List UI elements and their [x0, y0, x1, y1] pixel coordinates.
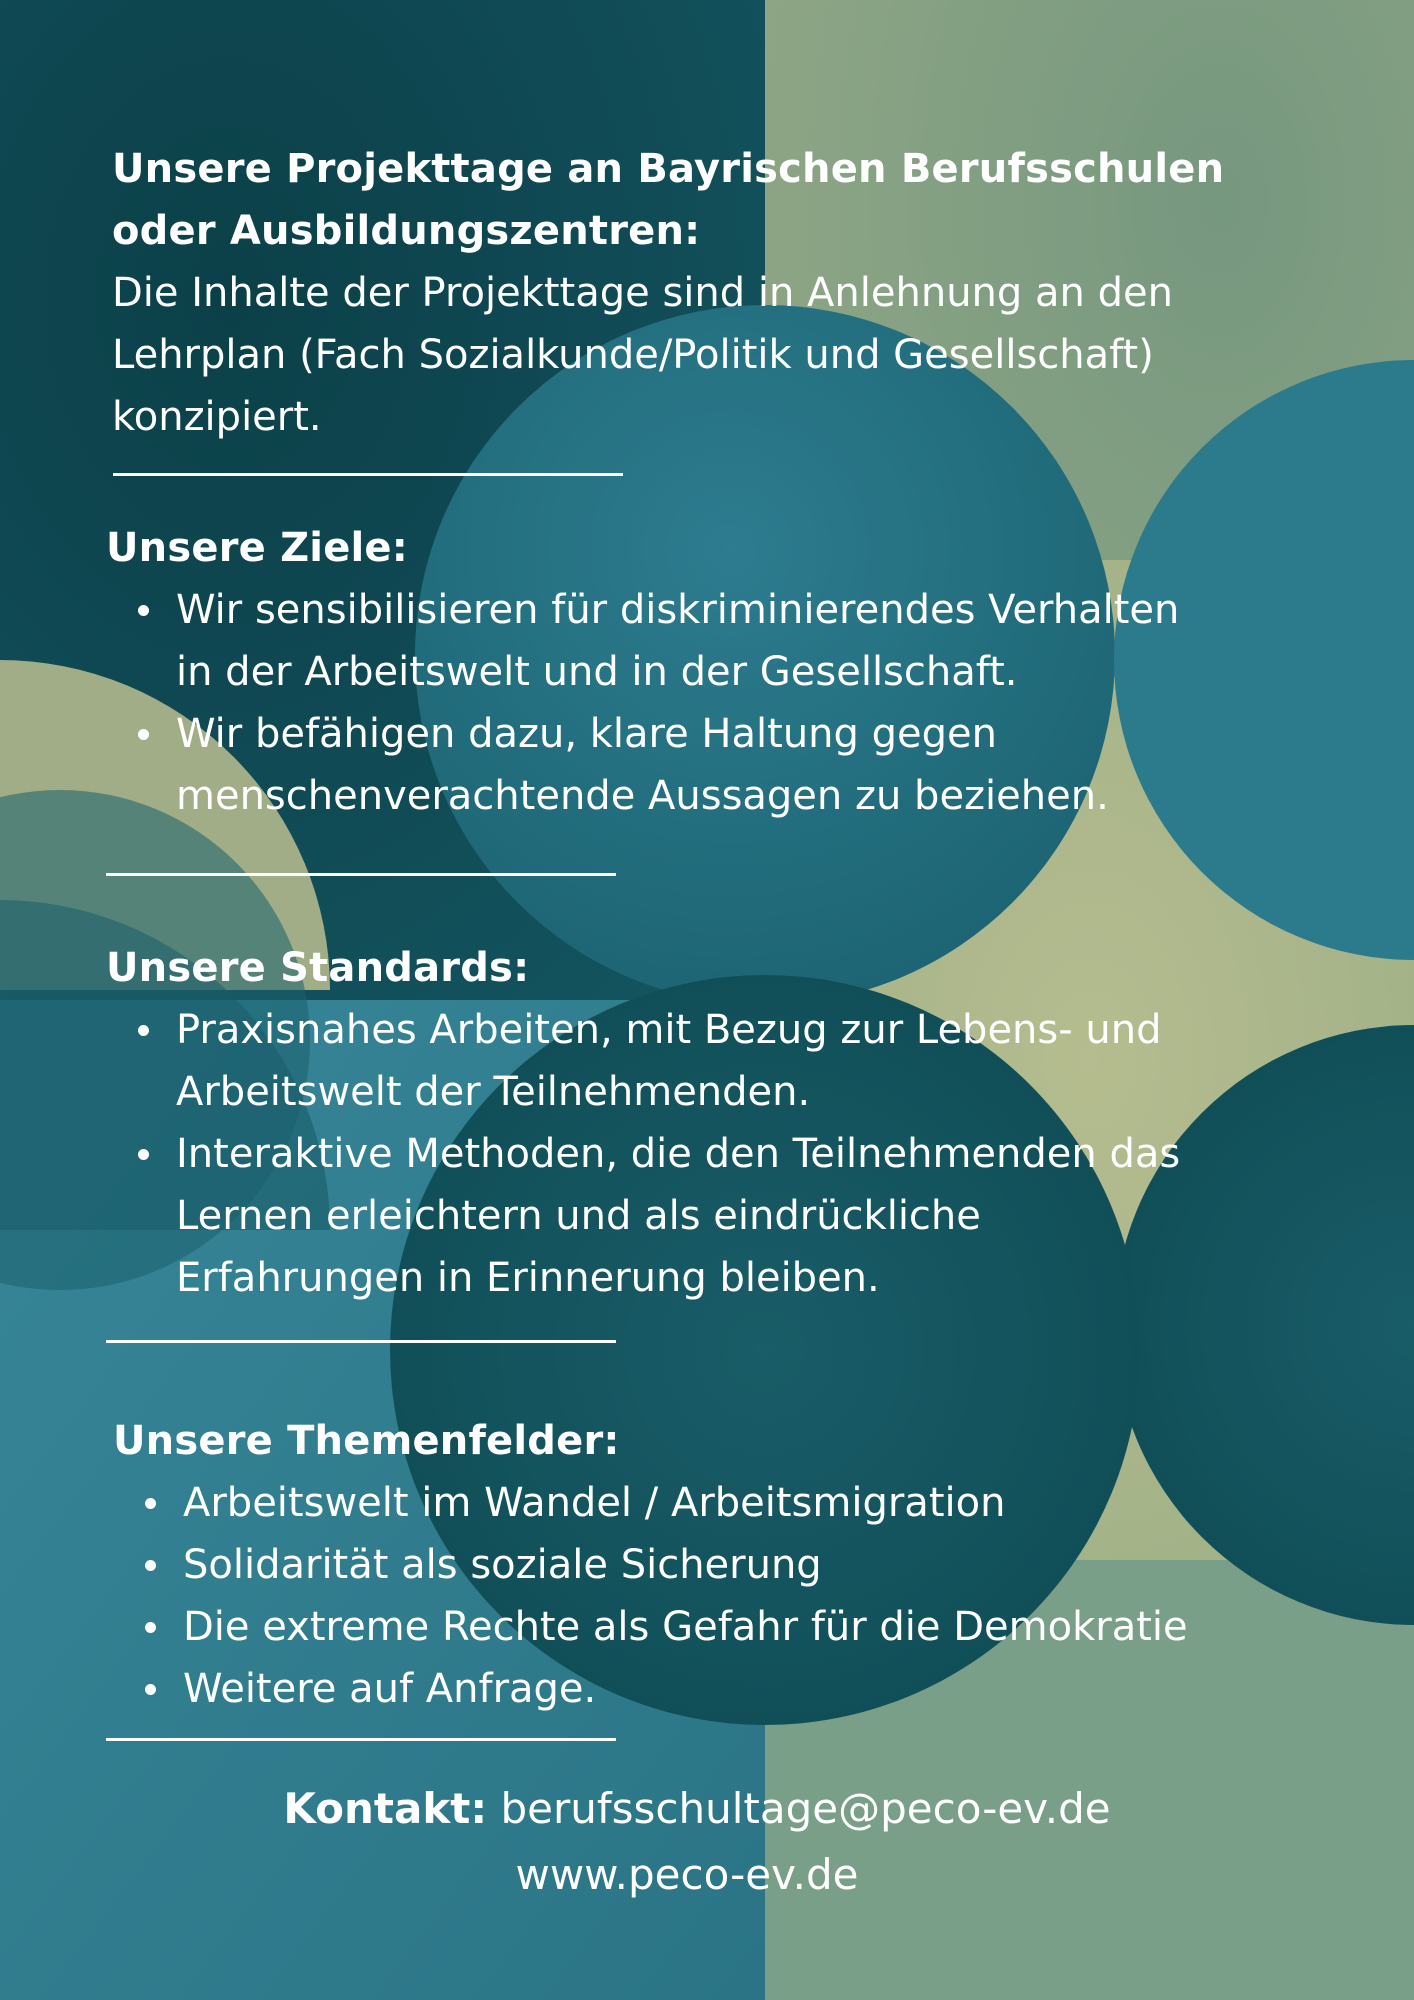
divider	[113, 473, 623, 476]
intro-heading-line1: Unsere Projekttage an Bayrischen Berufsschulen	[112, 146, 1225, 192]
list-item-text: menschenverachtende Aussagen zu beziehen.	[176, 773, 1109, 819]
list-item: Weitere auf Anfrage.	[113, 1658, 1303, 1720]
standards-list	[106, 999, 1296, 1309]
list-item-text: Praxisnahes Arbeiten, mit Bezug zur Lebens- und	[176, 1007, 1162, 1053]
contact-email-link[interactable]: berufsschultage@peco-ev.de	[500, 1784, 1111, 1833]
list-item: Arbeitswelt im Wandel / Arbeitsmigration	[113, 1472, 1303, 1534]
list-item-text: Wir sensibilisieren für diskriminierendes Verhalten	[176, 587, 1180, 633]
intro-section	[112, 138, 1302, 448]
intro-body-line2: Lehrplan (Fach Sozialkunde/Politik und Gesellschaft)	[112, 332, 1154, 378]
list-item-text: in der Arbeitswelt und in der Gesellschaft.	[176, 649, 1018, 695]
goals-list	[106, 579, 1296, 827]
list-item-text: Erfahrungen in Erinnerung bleiben.	[176, 1255, 880, 1301]
contact-website-line	[0, 1844, 1394, 1906]
list-item-text: Interaktive Methoden, die den Teilnehmenden das	[176, 1131, 1181, 1177]
list-item	[106, 999, 1296, 1123]
intro-body-line3: konzipiert.	[112, 394, 322, 440]
divider	[106, 1738, 616, 1741]
intro-heading-line2: oder Ausbildungszentren:	[112, 208, 701, 254]
list-item-text: Arbeitswelt der Teilnehmenden.	[176, 1069, 811, 1115]
standards-heading: Unsere Standards:	[106, 945, 530, 991]
topics-section	[113, 1410, 1303, 1720]
list-item	[106, 703, 1296, 827]
contact-email-line	[0, 1778, 1404, 1840]
list-item	[106, 1123, 1296, 1309]
intro-body-line1: Die Inhalte der Projekttage sind in Anlehnung an den	[112, 270, 1173, 316]
standards-section	[106, 937, 1296, 1309]
list-item: Solidarität als soziale Sicherung	[113, 1534, 1303, 1596]
divider	[106, 1340, 616, 1343]
topics-heading: Unsere Themenfelder:	[113, 1418, 620, 1464]
divider	[106, 873, 616, 876]
list-item	[106, 579, 1296, 703]
contact-label: Kontakt:	[283, 1784, 488, 1833]
list-item: Die extreme Rechte als Gefahr für die Demokratie	[113, 1596, 1303, 1658]
topics-list	[113, 1472, 1303, 1720]
contact-website-link[interactable]: www.peco-ev.de	[515, 1850, 859, 1899]
goals-heading: Unsere Ziele:	[106, 525, 408, 571]
list-item-text: Lernen erleichtern und als eindrückliche	[176, 1193, 981, 1239]
goals-section	[106, 517, 1296, 827]
list-item-text: Wir befähigen dazu, klare Haltung gegen	[176, 711, 997, 757]
